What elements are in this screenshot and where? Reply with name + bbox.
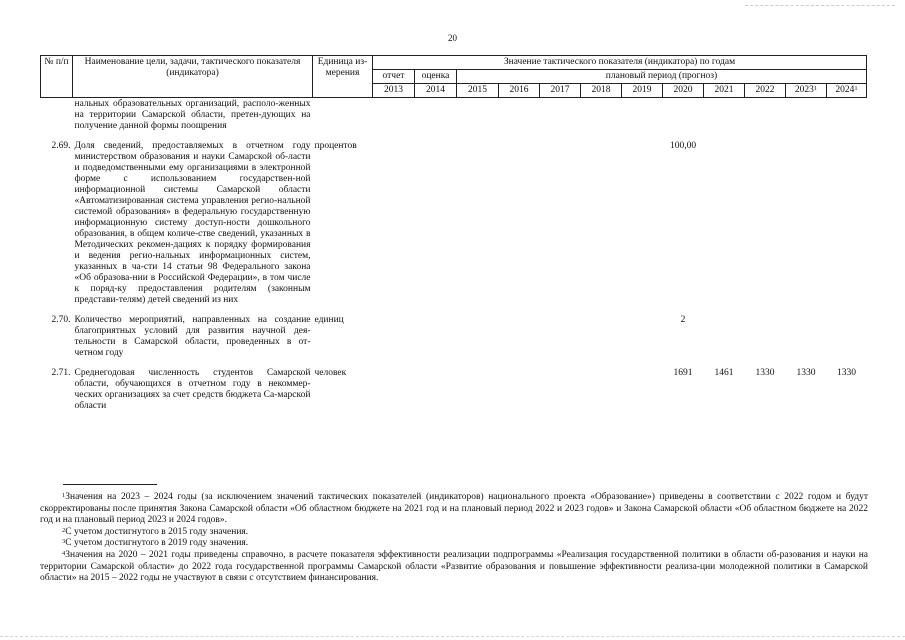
row-value-2019 <box>622 306 663 359</box>
row-value-2023: 1330 <box>796 368 816 378</box>
header-year-2019 <box>622 84 663 98</box>
row-value-2017 <box>540 306 581 359</box>
row-number: 2.70. <box>51 315 71 325</box>
header-year-label: 2023 <box>794 85 814 95</box>
header-col-values: Значение тактического показателя (индикатора) по годам <box>373 56 867 70</box>
row-value-2023 <box>786 306 827 359</box>
row-value-2021 <box>704 98 745 133</box>
row-indicator-name: нальных образовательных организаций, располо-женных на территории Самарской области, претен-дующих на получение данной формы поощрения <box>74 99 311 131</box>
row-value-2019 <box>622 359 663 412</box>
header-year-2016 <box>499 84 540 98</box>
header-year-label: 2015 <box>468 85 487 95</box>
row-value-2017 <box>540 359 581 412</box>
row-indicator-name: Среднегодовая численность студентов Самарской области, обучающихся в отчетном году в некоммер-ческих организациях за счет средств бюджета Са-марской области <box>74 368 311 411</box>
table-row <box>41 98 867 133</box>
row-value-2018 <box>581 98 622 133</box>
row-value-2019 <box>622 98 663 133</box>
row-value-2024 <box>827 98 867 133</box>
scan-artifact-top <box>745 5 895 6</box>
row-value-2015 <box>457 132 499 306</box>
row-unit: процентов <box>314 141 357 151</box>
row-value-2015 <box>457 98 499 133</box>
table-header <box>41 56 867 98</box>
table-row <box>41 132 867 306</box>
row-value-2016 <box>499 132 540 306</box>
header-year-2015 <box>457 84 499 98</box>
header-year-label: 2017 <box>550 85 570 95</box>
row-value-2013 <box>373 132 415 306</box>
row-value-2020 <box>663 98 704 133</box>
indicators-table <box>40 55 867 412</box>
header-year-2018 <box>581 84 622 98</box>
header-year-2023 <box>786 84 827 98</box>
header-year-label: 2014 <box>426 85 445 95</box>
row-value-2017 <box>540 98 581 133</box>
footnote-mark: 1 <box>854 85 858 92</box>
table-body <box>41 98 867 413</box>
row-unit <box>313 98 373 133</box>
header-year-2013 <box>373 84 415 98</box>
header-year-2014 <box>415 84 457 98</box>
header-year-2024 <box>827 84 867 98</box>
row-value-2013 <box>373 306 415 359</box>
footnote-2 <box>40 527 868 539</box>
header-col-unit: Единица из-мерения <box>313 56 373 98</box>
footnotes <box>40 492 868 585</box>
header-year-label: 2016 <box>509 85 529 95</box>
header-year-label: 2024 <box>835 85 855 95</box>
header-year-label: 2020 <box>673 85 693 95</box>
row-value-2018 <box>581 306 622 359</box>
footnote-1 <box>40 492 868 527</box>
row-value-2023 <box>786 98 827 133</box>
row-number <box>41 98 73 133</box>
row-indicator-name: Количество мероприятий, направленных на создание благоприятных условий для развития научной дея-тельности в Самарской области, проведенных в от-четном году <box>74 315 311 358</box>
row-indicator-name: Доля сведений, предоставляемых в отчетном году министерством образования и науки Самарской об-ласти и подведомственными ему организациями в электронной форме с использованием государствен-ной информационной системы Самарской области «Автоматизированная система управления регио-нальной системой образования» в федеральную государственную информационную систему доступ-ности дошкольного образования, в общем количе-стве сведений, указанных в Методических рекомен-дациях к порядку формирования и ведения регио-нальных информационных систем, указанных в ча-сти 14 статьи 98 Федерального закона «Об образова-нии в Российской Федерации», в том числе к поряд-ку предоставления родителям (законным представи-телям) детей сведений из них <box>74 141 311 305</box>
row-value-2016 <box>499 306 540 359</box>
page-number: 20 <box>448 33 457 43</box>
header-year-2017 <box>540 84 581 98</box>
row-value-2014 <box>415 132 457 306</box>
footnote-mark: 2 <box>62 526 66 534</box>
table-row <box>41 306 867 359</box>
header-report: отчет <box>373 70 415 84</box>
row-value-2016 <box>499 98 540 133</box>
row-value-2024 <box>827 132 867 306</box>
row-value-2024: 1330 <box>837 368 856 378</box>
header-col-name: Наименование цели, задачи, тактического показателя (индикатора) <box>73 56 313 98</box>
header-col-num: № п/п <box>41 56 73 98</box>
row-value-2018 <box>581 132 622 306</box>
header-year-label: 2013 <box>384 85 403 95</box>
row-value-2015 <box>457 306 499 359</box>
row-value-2013 <box>373 98 415 133</box>
row-value-2018 <box>581 359 622 412</box>
row-value-2022: 1330 <box>755 368 775 378</box>
footnote-mark: 3 <box>62 538 66 546</box>
header-year-2021 <box>704 84 745 98</box>
footnote-text: С учетом достигнутого в 2015 году значения. <box>65 526 249 537</box>
row-value-2020: 100,00 <box>669 141 697 151</box>
footnote-text: Значения на 2020 – 2021 годы приведены справочно, в расчете показателя эффективности реализации подпрограммы «Реализация государственной политики в области об-разования и науки на территории Самарской области» до 2022 года государственной программы Самарской области «Развитие образования и повышение эффективности реализа-ции молодежной политики в Самарской области» на 2015 – 2022 годы не участвуют в связи с отсутствием финансирования. <box>40 549 868 584</box>
row-value-2016 <box>499 359 540 412</box>
table-row <box>41 359 867 412</box>
header-plan-period: плановый период (прогноз) <box>457 70 867 84</box>
row-number: 2.69. <box>51 141 71 151</box>
footnote-mark: 1 <box>62 492 66 499</box>
header-estimate: оценка <box>415 70 457 84</box>
footnote-text: Значения на 2023 – 2024 годы (за исключением значений тактических показателей (индикаторов) национального проекта «Образование») приведены в соответствии с 2022 годом и будут скорректированы после принятия Закона Самарской области «Об областном бюджете на 2021 год и на плановый период 2022 и 2023 годов» и Закона Самарской области «Об областном бюджете на 2022 год и на плановый период 2023 и 2024 годов». <box>40 492 868 526</box>
footnote-4 <box>40 550 868 585</box>
row-value-2014 <box>415 306 457 359</box>
footnote-mark: 4 <box>62 549 66 557</box>
row-value-2022 <box>745 306 786 359</box>
row-value-2013 <box>373 359 415 412</box>
row-value-2015 <box>457 359 499 412</box>
header-year-label: 2018 <box>591 85 611 95</box>
row-number: 2.71. <box>51 368 71 378</box>
footnote-mark: 1 <box>813 85 818 92</box>
row-value-2022 <box>745 132 786 306</box>
row-value-2021 <box>704 132 745 306</box>
row-value-2017 <box>540 132 581 306</box>
row-value-2021: 1461 <box>714 368 734 378</box>
header-year-label: 2022 <box>755 85 775 95</box>
row-unit: единиц <box>314 315 344 325</box>
header-year-2022 <box>745 84 786 98</box>
row-value-2014 <box>415 359 457 412</box>
footnote-3 <box>40 538 868 550</box>
row-value-2023 <box>786 132 827 306</box>
row-unit: человек <box>314 368 347 378</box>
row-value-2014 <box>415 98 457 133</box>
footnote-separator <box>63 484 157 485</box>
footnote-text: С учетом достигнутого в 2019 году значения. <box>65 538 249 549</box>
row-value-2024 <box>827 306 867 359</box>
row-value-2022 <box>745 98 786 133</box>
header-year-label: 2021 <box>714 85 734 95</box>
row-value-2020: 2 <box>680 315 686 325</box>
scan-artifact-bottom <box>0 636 905 637</box>
header-year-label: 2019 <box>632 85 652 95</box>
header-year-2020 <box>663 84 704 98</box>
row-value-2020: 1691 <box>673 368 693 378</box>
row-value-2019 <box>622 132 663 306</box>
row-value-2021 <box>704 306 745 359</box>
